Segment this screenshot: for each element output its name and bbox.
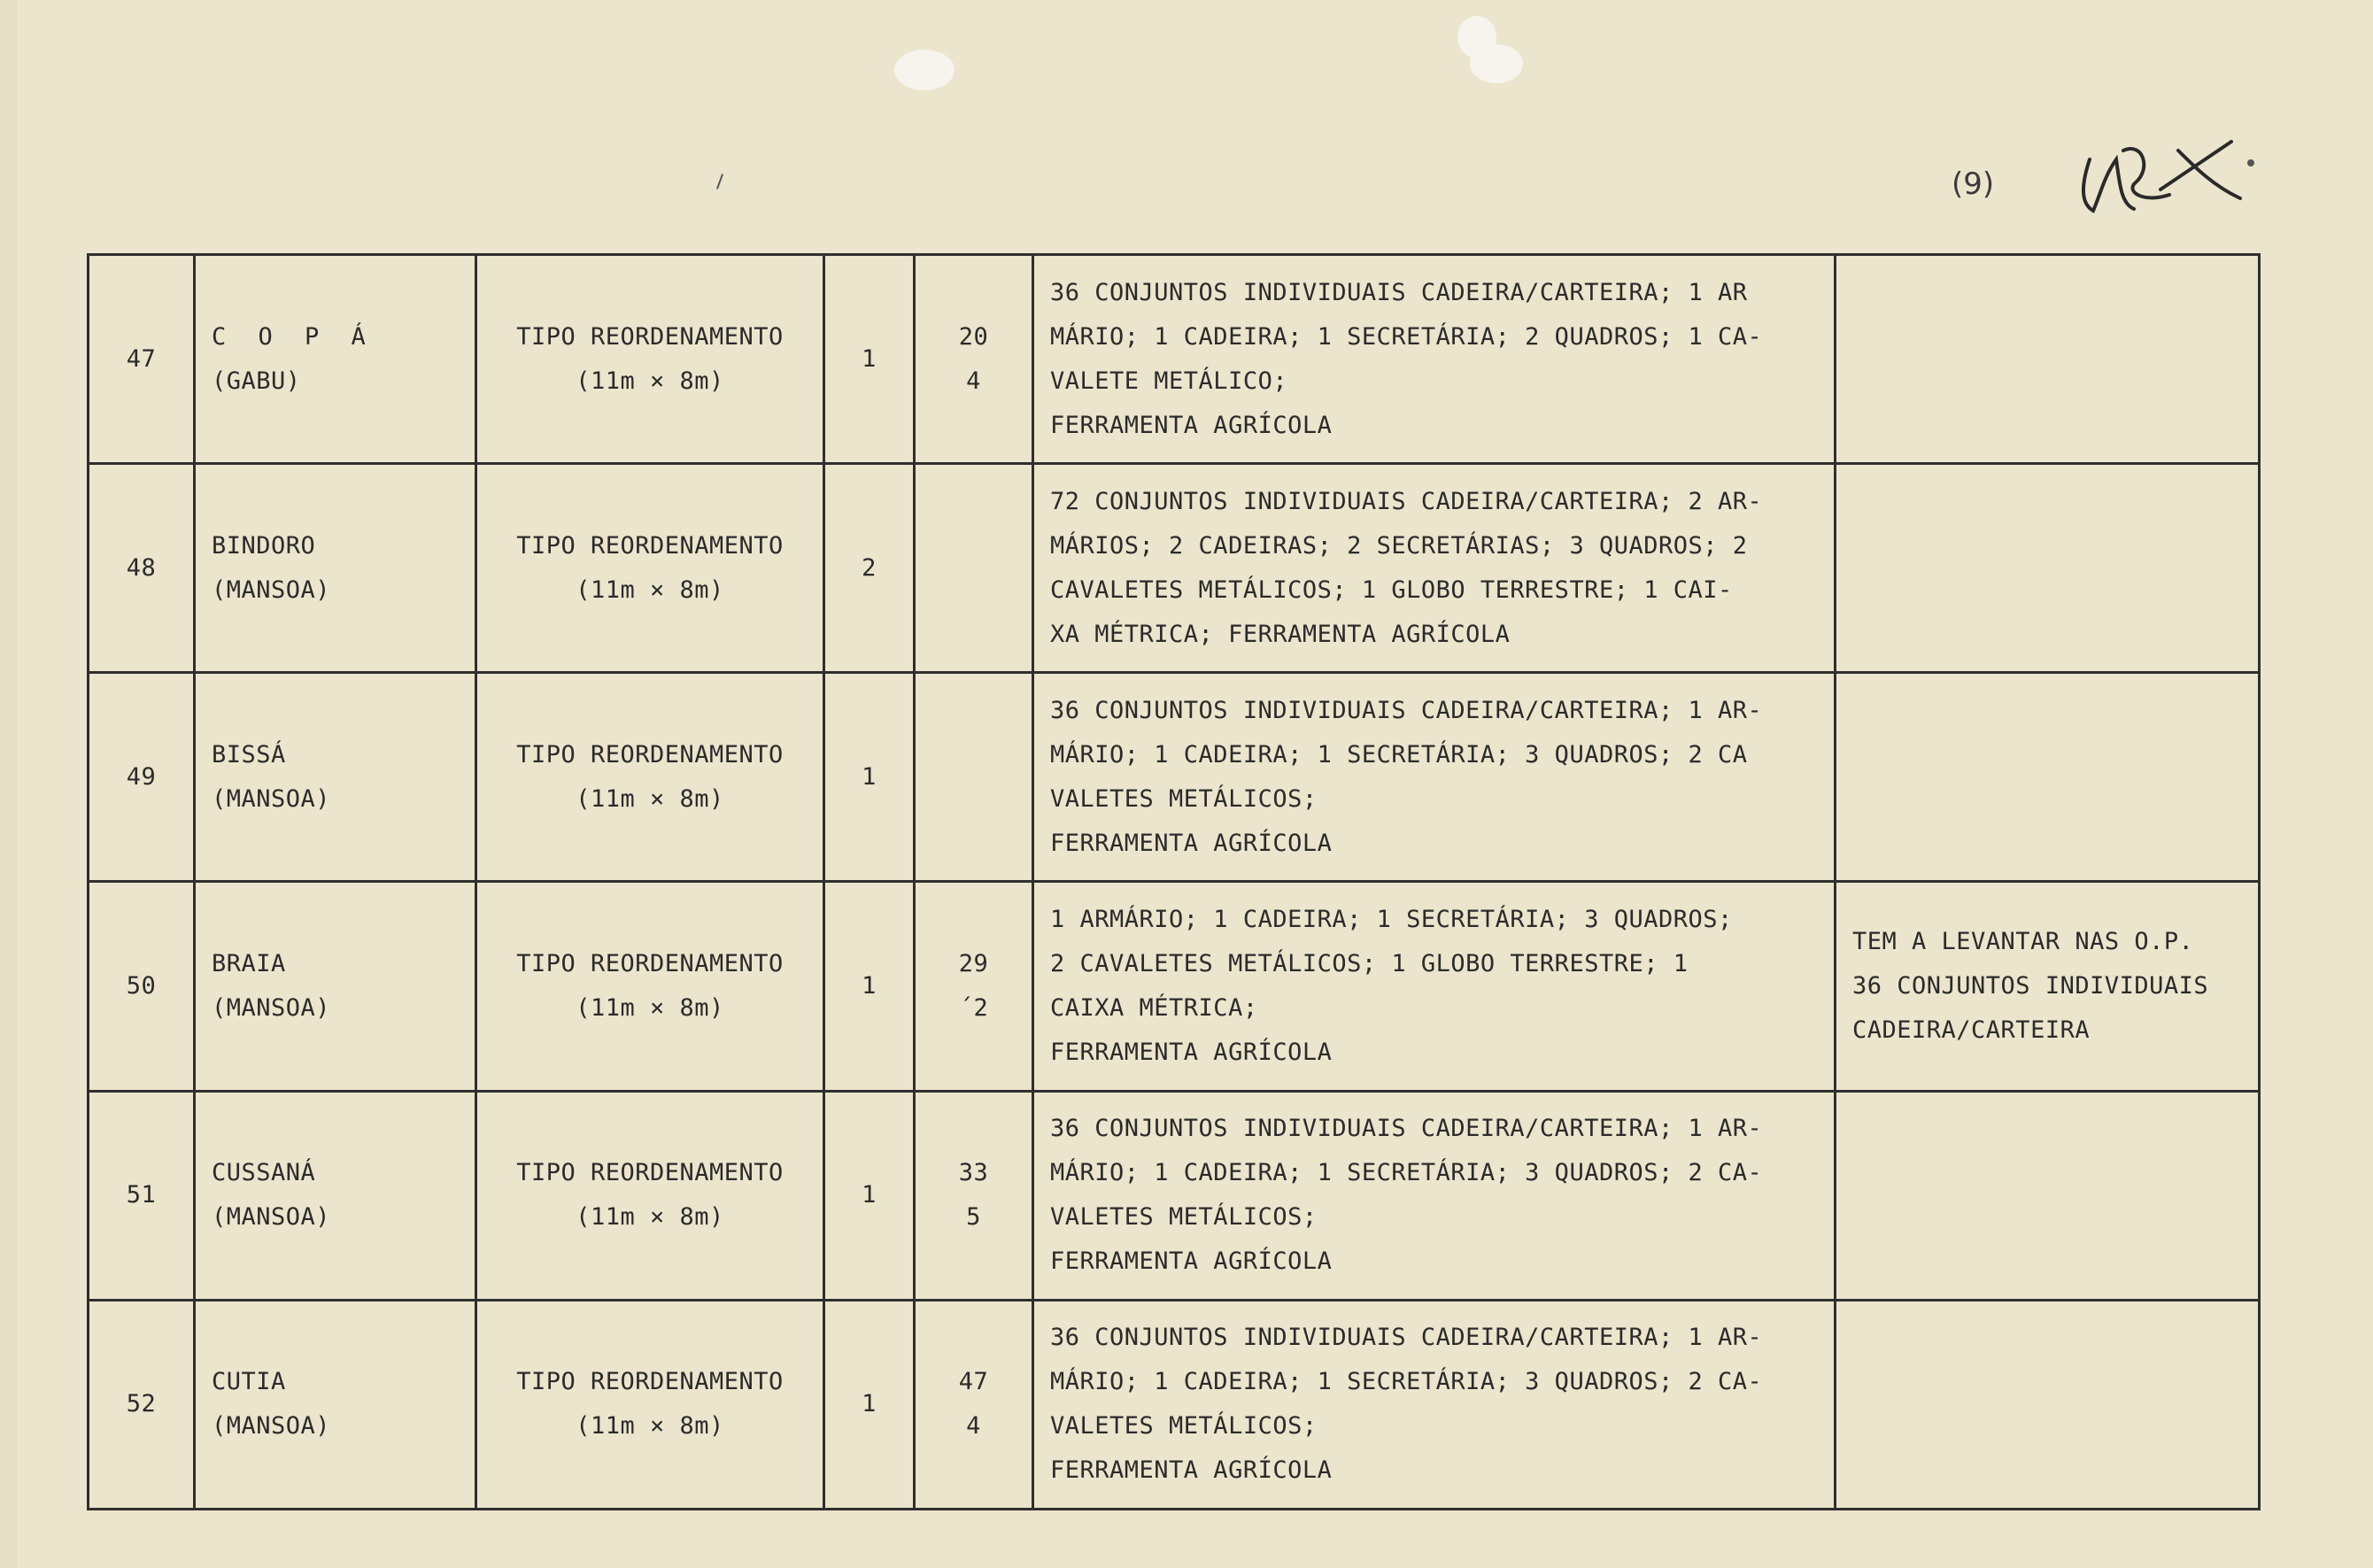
observation-line: 36 CONJUNTOS INDIVIDUAIS bbox=[1852, 972, 2209, 1000]
building-type-cell bbox=[476, 882, 824, 1091]
reference-top: 29 bbox=[958, 950, 989, 978]
equipment-line: 36 CONJUNTOS INDIVIDUAIS CADEIRA/CARTEIRA; 1 AR- bbox=[1050, 1324, 1763, 1352]
building-type: TIPO REORDENAMENTO bbox=[516, 950, 784, 978]
equipment-line: VALETES METÁLICOS; bbox=[1050, 1412, 1318, 1441]
table-row bbox=[89, 1300, 2260, 1509]
reference-top: 47 bbox=[958, 1368, 989, 1396]
equipment-cell bbox=[1033, 1300, 1836, 1509]
equipment-line: CAVALETES METÁLICOS; 1 GLOBO TERRESTRE; 1 CAI- bbox=[1050, 575, 1733, 604]
building-size: (11m × 8m) bbox=[576, 784, 724, 813]
table-row bbox=[89, 255, 2260, 464]
reference-bottom: 4 bbox=[966, 367, 981, 395]
page-number: (9) bbox=[1952, 166, 1995, 202]
row-number: 47 bbox=[126, 344, 157, 373]
reference-top: 33 bbox=[958, 1159, 989, 1187]
observations-cell bbox=[1836, 673, 2260, 882]
building-type: TIPO REORDENAMENTO bbox=[516, 1159, 784, 1187]
quantity-cell bbox=[824, 255, 915, 464]
table-row bbox=[89, 464, 2260, 673]
building-size: (11m × 8m) bbox=[576, 1412, 724, 1441]
equipment-line: VALETE METÁLICO; bbox=[1050, 367, 1288, 395]
equipment-line: MÁRIOS; 2 CADEIRAS; 2 SECRETÁRIAS; 3 QUADROS; 2 bbox=[1050, 531, 1748, 560]
school-region: (MANSOA) bbox=[212, 1203, 331, 1232]
building-type-cell bbox=[476, 464, 824, 673]
row-number-cell bbox=[89, 882, 195, 1091]
quantity: 2 bbox=[862, 553, 877, 582]
reference-bottom: 5 bbox=[966, 1203, 981, 1232]
building-size: (11m × 8m) bbox=[576, 367, 724, 395]
building-type-cell bbox=[476, 1300, 824, 1509]
observations-cell bbox=[1836, 1300, 2260, 1509]
building-type-cell bbox=[476, 673, 824, 882]
building-size: (11m × 8m) bbox=[576, 994, 724, 1023]
equipment-line: FERRAMENTA AGRÍCOLA bbox=[1050, 829, 1333, 857]
building-type: TIPO REORDENAMENTO bbox=[516, 322, 784, 351]
row-number-cell bbox=[89, 673, 195, 882]
row-number: 49 bbox=[126, 762, 157, 791]
equipment-cell bbox=[1033, 255, 1836, 464]
school-region: (MANSOA) bbox=[212, 784, 331, 813]
building-size: (11m × 8m) bbox=[576, 1203, 724, 1232]
equipment-line: 2 CAVALETES METÁLICOS; 1 GLOBO TERRESTRE; 1 bbox=[1050, 950, 1689, 978]
building-type-cell bbox=[476, 255, 824, 464]
equipment-line: FERRAMENTA AGRÍCOLA bbox=[1050, 1247, 1333, 1276]
equipment-line: MÁRIO; 1 CADEIRA; 1 SECRETÁRIA; 3 QUADROS; 2 CA- bbox=[1050, 1368, 1763, 1396]
punch-hole bbox=[894, 50, 955, 90]
equipment-line: FERRAMENTA AGRÍCOLA bbox=[1050, 1456, 1333, 1485]
equipment-line: XA MÉTRICA; FERRAMENTA AGRÍCOLA bbox=[1050, 620, 1511, 648]
observations-cell bbox=[1836, 255, 2260, 464]
equipment-line: 1 ARMÁRIO; 1 CADEIRA; 1 SECRETÁRIA; 3 QUADROS; bbox=[1050, 906, 1733, 934]
row-number-cell bbox=[89, 464, 195, 673]
quantity-cell bbox=[824, 464, 915, 673]
school-cell bbox=[195, 673, 476, 882]
quantity-cell bbox=[824, 882, 915, 1091]
equipment-line: MÁRIO; 1 CADEIRA; 1 SECRETÁRIA; 2 QUADROS; 1 CA- bbox=[1050, 322, 1763, 351]
equipment-line: VALETES METÁLICOS; bbox=[1050, 784, 1318, 813]
equipment-line: VALETES METÁLICOS; bbox=[1050, 1203, 1318, 1232]
reference-cell bbox=[915, 673, 1033, 882]
school-cell bbox=[195, 1091, 476, 1300]
equipment-line: 72 CONJUNTOS INDIVIDUAIS CADEIRA/CARTEIRA; 2 AR- bbox=[1050, 487, 1763, 515]
row-number: 52 bbox=[126, 1390, 157, 1418]
equipment-line: 36 CONJUNTOS INDIVIDUAIS CADEIRA/CARTEIRA; 1 AR- bbox=[1050, 1115, 1763, 1143]
school-cell bbox=[195, 882, 476, 1091]
quantity-cell bbox=[824, 1300, 915, 1509]
school-name: C O P Á bbox=[212, 322, 375, 351]
reference-top: 20 bbox=[958, 322, 989, 351]
building-type: TIPO REORDENAMENTO bbox=[516, 1368, 784, 1396]
building-size: (11m × 8m) bbox=[576, 575, 724, 604]
equipment-cell bbox=[1033, 464, 1836, 673]
school-region: (GABU) bbox=[212, 367, 301, 395]
reference-bottom: ´2 bbox=[958, 994, 989, 1023]
school-cell bbox=[195, 255, 476, 464]
table-row bbox=[89, 673, 2260, 882]
row-number: 48 bbox=[126, 553, 157, 582]
equipment-line: FERRAMENTA AGRÍCOLA bbox=[1050, 1039, 1333, 1067]
equipment-line: MÁRIO; 1 CADEIRA; 1 SECRETÁRIA; 3 QUADROS; 2 CA bbox=[1050, 740, 1748, 769]
equipment-line: 36 CONJUNTOS INDIVIDUAIS CADEIRA/CARTEIRA; 1 AR- bbox=[1050, 696, 1763, 724]
reference-cell bbox=[915, 464, 1033, 673]
observation-line: CADEIRA/CARTEIRA bbox=[1852, 1016, 2091, 1045]
equipment-line: MÁRIO; 1 CADEIRA; 1 SECRETÁRIA; 3 QUADROS; 2 CA- bbox=[1050, 1159, 1763, 1187]
quantity: 1 bbox=[862, 1390, 877, 1418]
observation-line: TEM A LEVANTAR NAS O.P. bbox=[1852, 928, 2194, 956]
row-number: 51 bbox=[126, 1181, 157, 1209]
building-type: TIPO REORDENAMENTO bbox=[516, 740, 784, 769]
row-number: 50 bbox=[126, 972, 157, 1000]
row-number-cell bbox=[89, 255, 195, 464]
observations-cell bbox=[1836, 464, 2260, 673]
equipment-cell bbox=[1033, 673, 1836, 882]
building-type-cell bbox=[476, 1091, 824, 1300]
reference-cell bbox=[915, 882, 1033, 1091]
equipment-line: CAIXA MÉTRICA; bbox=[1050, 994, 1258, 1023]
equipment-line: FERRAMENTA AGRÍCOLA bbox=[1050, 411, 1333, 439]
school-name: BISSÁ bbox=[212, 740, 286, 769]
school-region: (MANSOA) bbox=[212, 575, 331, 604]
reference-cell bbox=[915, 1091, 1033, 1300]
equipment-cell bbox=[1033, 1091, 1836, 1300]
observations-cell bbox=[1836, 882, 2260, 1091]
school-inventory-table bbox=[87, 253, 2261, 1510]
quantity-cell bbox=[824, 673, 915, 882]
handwritten-initials bbox=[2054, 106, 2258, 230]
table-row bbox=[89, 1091, 2260, 1300]
school-cell bbox=[195, 464, 476, 673]
school-name: CUSSANÁ bbox=[212, 1159, 316, 1187]
quantity: 1 bbox=[862, 1181, 877, 1209]
school-region: (MANSOA) bbox=[212, 994, 331, 1023]
reference-bottom: 4 bbox=[966, 1412, 981, 1441]
table-row bbox=[89, 882, 2260, 1091]
school-name: BINDORO bbox=[212, 531, 316, 560]
quantity: 1 bbox=[862, 972, 877, 1000]
quantity: 1 bbox=[862, 762, 877, 791]
school-region: (MANSOA) bbox=[212, 1412, 331, 1441]
school-name: CUTIA bbox=[212, 1368, 286, 1396]
building-type: TIPO REORDENAMENTO bbox=[516, 531, 784, 560]
reference-cell bbox=[915, 255, 1033, 464]
observations-cell bbox=[1836, 1091, 2260, 1300]
quantity-cell bbox=[824, 1091, 915, 1300]
row-number-cell bbox=[89, 1091, 195, 1300]
school-name: BRAIA bbox=[212, 950, 286, 978]
equipment-line: 36 CONJUNTOS INDIVIDUAIS CADEIRA/CARTEIRA; 1 AR bbox=[1050, 278, 1748, 306]
school-cell bbox=[195, 1300, 476, 1509]
equipment-cell bbox=[1033, 882, 1836, 1091]
quantity: 1 bbox=[862, 344, 877, 373]
row-number-cell bbox=[89, 1300, 195, 1509]
punch-hole bbox=[1470, 44, 1523, 83]
reference-cell bbox=[915, 1300, 1033, 1509]
